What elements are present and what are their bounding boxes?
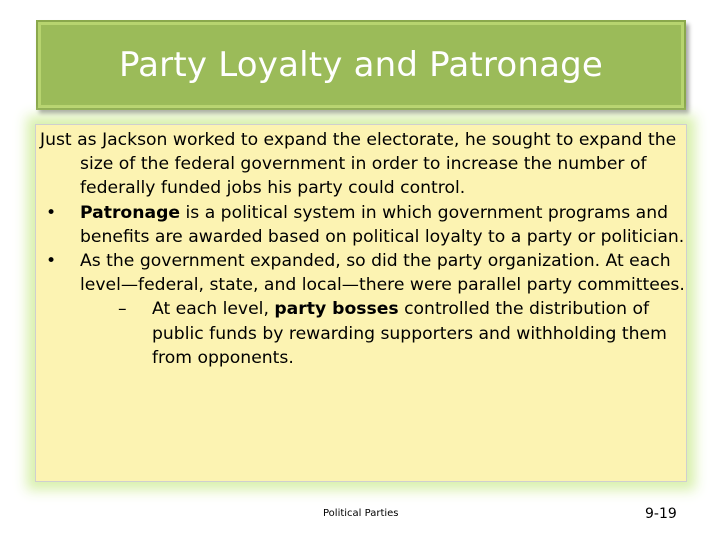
title-banner (36, 20, 686, 110)
sub-bullet-text-after: controlled the distribution of public funds by rewarding supporters and withholding them from opponents. (152, 299, 667, 368)
bullet-icon: • (46, 202, 57, 223)
footer-chapter-label: Political Parties (323, 508, 399, 519)
bullet-icon: • (46, 251, 57, 272)
bullet-patronage (40, 201, 685, 249)
bullet-text: is a political system in which government programs and benefits are awarded based on political loyalty to a party or politician. (80, 202, 685, 247)
sub-bullet-party-bosses (40, 297, 685, 370)
intro-paragraph: Just as Jackson worked to expand the electorate, he sought to expand the size of the federal government in order to increase the number of federally funded jobs his party could control. (40, 130, 677, 199)
footer-page-number: 9-19 (645, 506, 677, 522)
sub-bullet-text-before: At each level, (152, 299, 275, 320)
slide-body (40, 128, 685, 370)
dash-icon: – (118, 299, 127, 320)
slide-title: Party Loyalty and Patronage (118, 45, 604, 85)
bullet-bold-term: Patronage (80, 202, 181, 223)
bullet-text: As the government expanded, so did the party organization. At each level—federal, state, and local—there were parallel party committees. (80, 251, 685, 296)
bullet-government-expanded (40, 249, 685, 297)
sub-bullet-bold-term: party bosses (274, 299, 399, 320)
